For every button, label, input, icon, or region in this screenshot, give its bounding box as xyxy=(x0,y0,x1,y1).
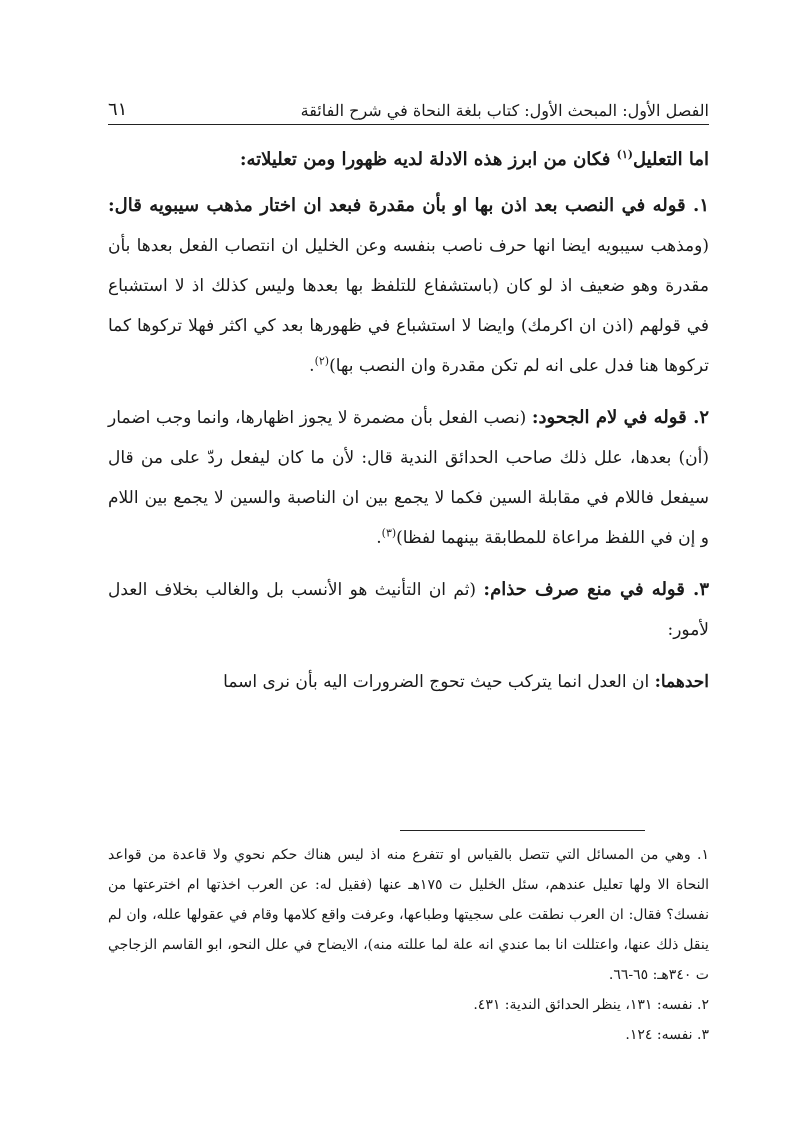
intro-text-after: فكان من ابرز هذه الادلة لديه ظهورا ومن تعليلاته: xyxy=(239,149,617,170)
footnote-divider xyxy=(400,830,645,831)
footnote-3: ٣. نفسه: ١٢٤. xyxy=(625,1027,709,1043)
item-1-tail: . xyxy=(309,356,315,376)
header-divider xyxy=(108,124,709,125)
paragraph-item-2 xyxy=(108,398,709,558)
item-2-heading: ٢. قوله في لام الجحود: xyxy=(531,407,710,428)
footnote-2: ٢. نفسه: ١٣١، ينظر الحدائق الندية: ٤٣١. xyxy=(473,997,709,1013)
page-number: ٦١ xyxy=(108,99,128,120)
first-reason-label: احدهما: xyxy=(654,672,709,692)
item-3-body: (ثم ان التأنيث هو الأنسب بل والغالب بخلاف العدل لأمور: xyxy=(108,580,709,640)
footnote-ref-3: (٣) xyxy=(381,526,397,540)
footnote-ref-1: (١) xyxy=(616,148,633,161)
paragraph-item-1 xyxy=(108,186,709,386)
header-title: الفصل الأول: المبحث الأول: كتاب بلغة النحاة في شرح الفائقة xyxy=(300,101,709,120)
paragraph-first-reason xyxy=(108,662,709,702)
item-2-body: (نصب الفعل بأن مضمرة لا يجوز اظهارها، وانما وجب اضمار (أن) بعدها، علل ذلك صاحب الحدائق الندية قال: لأن ما كان ليفعل ردّ على من قال سيفعل فاللام في مقابلة السين فكما لا يجمع بين ان الناصبة والسين لا يجمع بين اللام و إن في اللفظ مراعاة للمطابقة بينهما لفظا) xyxy=(108,408,709,548)
paragraph-item-3 xyxy=(108,570,709,650)
running-header xyxy=(108,86,709,120)
item-2-tail: . xyxy=(376,528,382,548)
item-1-heading: ١. قوله في النصب بعد اذن بها او بأن مقدرة فبعد ان اختار مذهب سيبويه قال: xyxy=(108,195,709,216)
footnote-1: ١. وهي من المسائل التي تتصل بالقياس او تتفرع منه اذ ليس هناك حكم نحوي ولا قاعدة من قواعد النحاة الا ولها تعليل عندهم، سئل الخليل ت ١٧٥هـ عنها (فقيل له: عن العرب اخذتها ام اخترعتها من نفسك؟ فقال: ان العرب نطقت على سجيتها وطباعها، وعرفت واقع كلامها وقام في عقولها علله، وان لم ينقل ذلك عنها، واعتللت انا بما عندي انه علة لما عللته منه)، الايضاح في علل النحو، ابو القاسم الزجاجي ت ٣٤٠هـ: ٦٥-٦٦. xyxy=(108,847,709,983)
item-1-body: (ومذهب سيبويه ايضا انها حرف ناصب بنفسه وعن الخليل ان انتصاب الفعل بعدها بأن مقدرة وهو ضعيف اذ لو كان (باستشفاع للتلفظ بها بعدها وليس كذلك اذ لا استشباع في قولهم (اذن ان اكرمك) وايضا لا استشباع في ظهورها بعد كي اكثر فهلا تركوها كما تركوها هنا فدل على انه لم تكن مقدرة وان النصب بها) xyxy=(108,236,709,376)
intro-text-before: اما التعليل xyxy=(632,149,709,170)
footnote-ref-2: (٢) xyxy=(314,354,330,368)
footnotes xyxy=(108,840,709,1050)
first-reason-text: ان العدل انما يتركب حيث تحوج الضرورات اليه بأن نرى اسما xyxy=(223,672,655,692)
intro-line xyxy=(108,140,709,180)
item-3-heading: ٣. قوله في منع صرف حذام: xyxy=(483,579,709,600)
main-text xyxy=(108,140,709,714)
